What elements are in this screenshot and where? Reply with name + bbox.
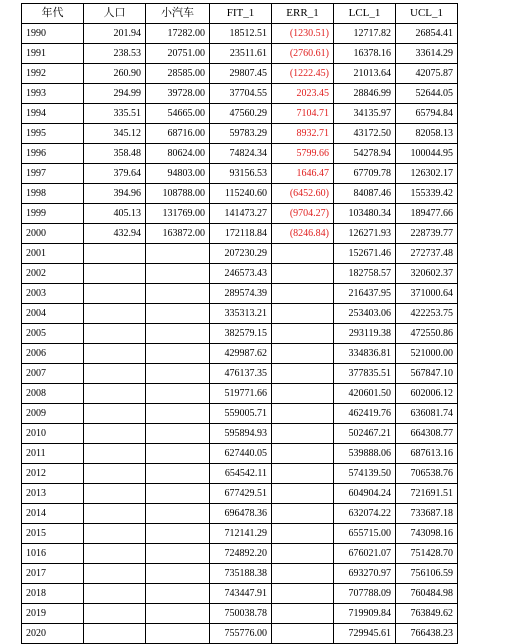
err-cell[interactable]: 1646.47 (272, 164, 334, 184)
year-cell[interactable]: 2004 (22, 304, 84, 324)
header-ucl[interactable]: UCL_1 (396, 4, 458, 24)
lcl-cell[interactable]: 28846.99 (334, 84, 396, 104)
err-cell[interactable]: (2760.61) (272, 44, 334, 64)
header-population[interactable]: 人口 (84, 4, 146, 24)
lcl-cell[interactable]: 334836.81 (334, 344, 396, 364)
cars-cell[interactable] (146, 284, 210, 304)
lcl-cell[interactable]: 632074.22 (334, 504, 396, 524)
year-cell[interactable]: 2001 (22, 244, 84, 264)
ucl-cell[interactable]: 26854.41 (396, 24, 458, 44)
lcl-cell[interactable]: 293119.38 (334, 324, 396, 344)
ucl-cell[interactable]: 228739.77 (396, 224, 458, 244)
err-cell[interactable]: (8246.84) (272, 224, 334, 244)
population-cell[interactable] (84, 384, 146, 404)
ucl-cell[interactable]: 42075.87 (396, 64, 458, 84)
cars-cell[interactable] (146, 424, 210, 444)
ucl-cell[interactable]: 706538.76 (396, 464, 458, 484)
lcl-cell[interactable]: 54278.94 (334, 144, 396, 164)
population-cell[interactable] (84, 484, 146, 504)
year-cell[interactable]: 2019 (22, 604, 84, 624)
table-row (22, 64, 458, 84)
population-cell[interactable] (84, 504, 146, 524)
population-cell[interactable] (84, 364, 146, 384)
ucl-cell[interactable]: 521000.00 (396, 344, 458, 364)
lcl-cell[interactable]: 126271.93 (334, 224, 396, 244)
cars-cell[interactable] (146, 324, 210, 344)
population-cell[interactable]: 238.53 (84, 44, 146, 64)
fit-cell[interactable]: 74824.34 (210, 144, 272, 164)
lcl-cell[interactable]: 12717.82 (334, 24, 396, 44)
err-cell[interactable] (272, 284, 334, 304)
year-cell[interactable]: 1998 (22, 184, 84, 204)
fit-cell[interactable]: 37704.55 (210, 84, 272, 104)
year-cell[interactable]: 2017 (22, 564, 84, 584)
year-cell[interactable]: 2002 (22, 264, 84, 284)
lcl-cell[interactable]: 502467.21 (334, 424, 396, 444)
ucl-cell[interactable]: 320602.37 (396, 264, 458, 284)
lcl-cell[interactable]: 707788.09 (334, 584, 396, 604)
ucl-cell[interactable]: 567847.10 (396, 364, 458, 384)
lcl-cell[interactable]: 676021.07 (334, 544, 396, 564)
err-cell[interactable]: 8932.71 (272, 124, 334, 144)
lcl-cell[interactable]: 34135.97 (334, 104, 396, 124)
year-cell[interactable]: 2000 (22, 224, 84, 244)
year-cell[interactable]: 1997 (22, 164, 84, 184)
cars-cell[interactable] (146, 404, 210, 424)
population-cell[interactable] (84, 464, 146, 484)
year-cell[interactable]: 2008 (22, 384, 84, 404)
table-row (22, 264, 458, 284)
fit-cell[interactable]: 755776.00 (210, 624, 272, 644)
lcl-cell[interactable]: 729945.61 (334, 624, 396, 644)
fit-cell[interactable]: 696478.36 (210, 504, 272, 524)
table-row (22, 344, 458, 364)
data-table (21, 3, 458, 644)
lcl-cell[interactable]: 152671.46 (334, 244, 396, 264)
cars-cell[interactable]: 131769.00 (146, 204, 210, 224)
fit-cell[interactable]: 382579.15 (210, 324, 272, 344)
ucl-cell[interactable]: 472550.86 (396, 324, 458, 344)
ucl-cell[interactable]: 743098.16 (396, 524, 458, 544)
err-cell[interactable] (272, 464, 334, 484)
year-cell[interactable]: 2012 (22, 464, 84, 484)
cars-cell[interactable] (146, 244, 210, 264)
table-row (22, 524, 458, 544)
cars-cell[interactable]: 163872.00 (146, 224, 210, 244)
table-row (22, 444, 458, 464)
table-row (22, 244, 458, 264)
fit-cell[interactable]: 47560.29 (210, 104, 272, 124)
lcl-cell[interactable]: 604904.24 (334, 484, 396, 504)
year-cell[interactable]: 1992 (22, 64, 84, 84)
ucl-cell[interactable]: 126302.17 (396, 164, 458, 184)
year-cell[interactable]: 1991 (22, 44, 84, 64)
fit-cell[interactable]: 172118.84 (210, 224, 272, 244)
year-cell[interactable]: 1994 (22, 104, 84, 124)
population-cell[interactable] (84, 404, 146, 424)
population-cell[interactable]: 335.51 (84, 104, 146, 124)
err-cell[interactable]: 7104.71 (272, 104, 334, 124)
population-cell[interactable]: 405.13 (84, 204, 146, 224)
year-cell[interactable]: 2018 (22, 584, 84, 604)
err-cell[interactable] (272, 304, 334, 324)
err-cell[interactable] (272, 264, 334, 284)
table-row (22, 204, 458, 224)
lcl-cell[interactable]: 377835.51 (334, 364, 396, 384)
lcl-cell[interactable]: 655715.00 (334, 524, 396, 544)
err-cell[interactable] (272, 324, 334, 344)
ucl-cell[interactable]: 371000.64 (396, 284, 458, 304)
year-cell[interactable]: 1990 (22, 24, 84, 44)
ucl-cell[interactable]: 65794.84 (396, 104, 458, 124)
fit-cell[interactable]: 141473.27 (210, 204, 272, 224)
fit-cell[interactable]: 627440.05 (210, 444, 272, 464)
table-row (22, 364, 458, 384)
table-row (22, 124, 458, 144)
err-cell[interactable] (272, 244, 334, 264)
table-body (22, 24, 458, 644)
err-cell[interactable]: (6452.60) (272, 184, 334, 204)
err-cell[interactable] (272, 364, 334, 384)
err-cell[interactable] (272, 584, 334, 604)
ucl-cell[interactable]: 100044.95 (396, 144, 458, 164)
year-cell[interactable]: 1993 (22, 84, 84, 104)
header-fit[interactable]: FIT_1 (210, 4, 272, 24)
fit-cell[interactable]: 519771.66 (210, 384, 272, 404)
fit-cell[interactable]: 743447.91 (210, 584, 272, 604)
table-row (22, 564, 458, 584)
err-cell[interactable]: 5799.66 (272, 144, 334, 164)
population-cell[interactable] (84, 324, 146, 344)
cars-cell[interactable] (146, 484, 210, 504)
lcl-cell[interactable]: 693270.97 (334, 564, 396, 584)
table-row (22, 224, 458, 244)
population-cell[interactable] (84, 564, 146, 584)
table-row (22, 324, 458, 344)
header-row (22, 4, 458, 24)
fit-cell[interactable]: 429987.62 (210, 344, 272, 364)
err-cell[interactable] (272, 524, 334, 544)
year-cell[interactable]: 1995 (22, 124, 84, 144)
ucl-cell[interactable]: 272737.48 (396, 244, 458, 264)
ucl-cell[interactable]: 751428.70 (396, 544, 458, 564)
table-row (22, 184, 458, 204)
ucl-cell[interactable]: 721691.51 (396, 484, 458, 504)
ucl-cell[interactable]: 760484.98 (396, 584, 458, 604)
table-row (22, 624, 458, 644)
table-row (22, 164, 458, 184)
ucl-cell[interactable]: 189477.66 (396, 204, 458, 224)
err-cell[interactable] (272, 444, 334, 464)
year-cell[interactable]: 2009 (22, 404, 84, 424)
table-row (22, 284, 458, 304)
cars-cell[interactable]: 39728.00 (146, 84, 210, 104)
fit-cell[interactable]: 735188.38 (210, 564, 272, 584)
err-cell[interactable]: (1230.51) (272, 24, 334, 44)
cars-cell[interactable] (146, 384, 210, 404)
ucl-cell[interactable]: 733687.18 (396, 504, 458, 524)
population-cell[interactable] (84, 584, 146, 604)
population-cell[interactable] (84, 244, 146, 264)
ucl-cell[interactable]: 52644.05 (396, 84, 458, 104)
fit-cell[interactable]: 476137.35 (210, 364, 272, 384)
year-cell[interactable]: 2005 (22, 324, 84, 344)
err-cell[interactable] (272, 484, 334, 504)
fit-cell[interactable]: 59783.29 (210, 124, 272, 144)
fit-cell[interactable]: 750038.78 (210, 604, 272, 624)
fit-cell[interactable]: 595894.93 (210, 424, 272, 444)
header-err[interactable]: ERR_1 (272, 4, 334, 24)
lcl-cell[interactable]: 21013.64 (334, 64, 396, 84)
cars-cell[interactable] (146, 524, 210, 544)
population-cell[interactable] (84, 344, 146, 364)
err-cell[interactable] (272, 564, 334, 584)
year-cell[interactable]: 2007 (22, 364, 84, 384)
lcl-cell[interactable]: 84087.46 (334, 184, 396, 204)
fit-cell[interactable]: 677429.51 (210, 484, 272, 504)
ucl-cell[interactable]: 602006.12 (396, 384, 458, 404)
fit-cell[interactable]: 335313.21 (210, 304, 272, 324)
cars-cell[interactable]: 20751.00 (146, 44, 210, 64)
fit-cell[interactable]: 712141.29 (210, 524, 272, 544)
lcl-cell[interactable]: 16378.16 (334, 44, 396, 64)
err-cell[interactable]: 2023.45 (272, 84, 334, 104)
table-row (22, 424, 458, 444)
population-cell[interactable]: 379.64 (84, 164, 146, 184)
cars-cell[interactable]: 54665.00 (146, 104, 210, 124)
population-cell[interactable]: 358.48 (84, 144, 146, 164)
ucl-cell[interactable]: 422253.75 (396, 304, 458, 324)
cars-cell[interactable] (146, 584, 210, 604)
year-cell[interactable]: 2015 (22, 524, 84, 544)
err-cell[interactable] (272, 624, 334, 644)
population-cell[interactable] (84, 604, 146, 624)
population-cell[interactable] (84, 624, 146, 644)
lcl-cell[interactable]: 719909.84 (334, 604, 396, 624)
ucl-cell[interactable]: 82058.13 (396, 124, 458, 144)
cars-cell[interactable]: 94803.00 (146, 164, 210, 184)
year-cell[interactable]: 1999 (22, 204, 84, 224)
table-row (22, 404, 458, 424)
table-row (22, 544, 458, 564)
population-cell[interactable] (84, 304, 146, 324)
lcl-cell[interactable]: 182758.57 (334, 264, 396, 284)
year-cell[interactable]: 1996 (22, 144, 84, 164)
table-row (22, 304, 458, 324)
year-cell[interactable]: 2020 (22, 624, 84, 644)
cars-cell[interactable] (146, 264, 210, 284)
err-cell[interactable] (272, 344, 334, 364)
ucl-cell[interactable]: 33614.29 (396, 44, 458, 64)
ucl-cell[interactable]: 636081.74 (396, 404, 458, 424)
cars-cell[interactable] (146, 544, 210, 564)
population-cell[interactable] (84, 264, 146, 284)
lcl-cell[interactable]: 420601.50 (334, 384, 396, 404)
ucl-cell[interactable]: 766438.23 (396, 624, 458, 644)
ucl-cell[interactable]: 687613.16 (396, 444, 458, 464)
population-cell[interactable] (84, 544, 146, 564)
cars-cell[interactable]: 68716.00 (146, 124, 210, 144)
population-cell[interactable]: 294.99 (84, 84, 146, 104)
year-cell[interactable]: 2011 (22, 444, 84, 464)
year-cell[interactable]: 1016 (22, 544, 84, 564)
table-row (22, 24, 458, 44)
lcl-cell[interactable]: 103480.34 (334, 204, 396, 224)
table-row (22, 84, 458, 104)
fit-cell[interactable]: 207230.29 (210, 244, 272, 264)
population-cell[interactable]: 201.94 (84, 24, 146, 44)
fit-cell[interactable]: 23511.61 (210, 44, 272, 64)
table-row (22, 44, 458, 64)
err-cell[interactable] (272, 384, 334, 404)
cars-cell[interactable]: 108788.00 (146, 184, 210, 204)
table-row (22, 384, 458, 404)
fit-cell[interactable]: 93156.53 (210, 164, 272, 184)
header-lcl[interactable]: LCL_1 (334, 4, 396, 24)
population-cell[interactable]: 432.94 (84, 224, 146, 244)
year-cell[interactable]: 2010 (22, 424, 84, 444)
fit-cell[interactable]: 289574.39 (210, 284, 272, 304)
cars-cell[interactable] (146, 304, 210, 324)
cars-cell[interactable] (146, 364, 210, 384)
table-row (22, 504, 458, 524)
err-cell[interactable]: (1222.45) (272, 64, 334, 84)
table-row (22, 584, 458, 604)
population-cell[interactable]: 394.96 (84, 184, 146, 204)
ucl-cell[interactable]: 763849.62 (396, 604, 458, 624)
cars-cell[interactable] (146, 504, 210, 524)
fit-cell[interactable]: 724892.20 (210, 544, 272, 564)
table-row (22, 604, 458, 624)
population-cell[interactable] (84, 284, 146, 304)
year-cell[interactable]: 2013 (22, 484, 84, 504)
table-row (22, 104, 458, 124)
lcl-cell[interactable]: 462419.76 (334, 404, 396, 424)
table-row (22, 484, 458, 504)
lcl-cell[interactable]: 539888.06 (334, 444, 396, 464)
year-cell[interactable]: 2003 (22, 284, 84, 304)
cars-cell[interactable] (146, 344, 210, 364)
ucl-cell[interactable]: 664308.77 (396, 424, 458, 444)
err-cell[interactable] (272, 504, 334, 524)
lcl-cell[interactable]: 43172.50 (334, 124, 396, 144)
fit-cell[interactable]: 18512.51 (210, 24, 272, 44)
err-cell[interactable] (272, 544, 334, 564)
population-cell[interactable] (84, 444, 146, 464)
cars-cell[interactable] (146, 624, 210, 644)
ucl-cell[interactable]: 155339.42 (396, 184, 458, 204)
cars-cell[interactable] (146, 464, 210, 484)
cars-cell[interactable]: 28585.00 (146, 64, 210, 84)
ucl-cell[interactable]: 756106.59 (396, 564, 458, 584)
population-cell[interactable]: 345.12 (84, 124, 146, 144)
err-cell[interactable] (272, 424, 334, 444)
year-cell[interactable]: 2006 (22, 344, 84, 364)
err-cell[interactable] (272, 404, 334, 424)
year-cell[interactable]: 2014 (22, 504, 84, 524)
lcl-cell[interactable]: 574139.50 (334, 464, 396, 484)
population-cell[interactable] (84, 524, 146, 544)
fit-cell[interactable]: 29807.45 (210, 64, 272, 84)
err-cell[interactable]: (9704.27) (272, 204, 334, 224)
cars-cell[interactable] (146, 604, 210, 624)
err-cell[interactable] (272, 604, 334, 624)
lcl-cell[interactable]: 67709.78 (334, 164, 396, 184)
cars-cell[interactable] (146, 444, 210, 464)
lcl-cell[interactable]: 253403.06 (334, 304, 396, 324)
cars-cell[interactable]: 17282.00 (146, 24, 210, 44)
fit-cell[interactable]: 654542.11 (210, 464, 272, 484)
lcl-cell[interactable]: 216437.95 (334, 284, 396, 304)
population-cell[interactable]: 260.90 (84, 64, 146, 84)
table-row (22, 144, 458, 164)
population-cell[interactable] (84, 424, 146, 444)
fit-cell[interactable]: 115240.60 (210, 184, 272, 204)
header-cars[interactable]: 小汽车 (146, 4, 210, 24)
header-year[interactable]: 年代 (22, 4, 84, 24)
cars-cell[interactable]: 80624.00 (146, 144, 210, 164)
fit-cell[interactable]: 246573.43 (210, 264, 272, 284)
table-row (22, 464, 458, 484)
fit-cell[interactable]: 559005.71 (210, 404, 272, 424)
cars-cell[interactable] (146, 564, 210, 584)
